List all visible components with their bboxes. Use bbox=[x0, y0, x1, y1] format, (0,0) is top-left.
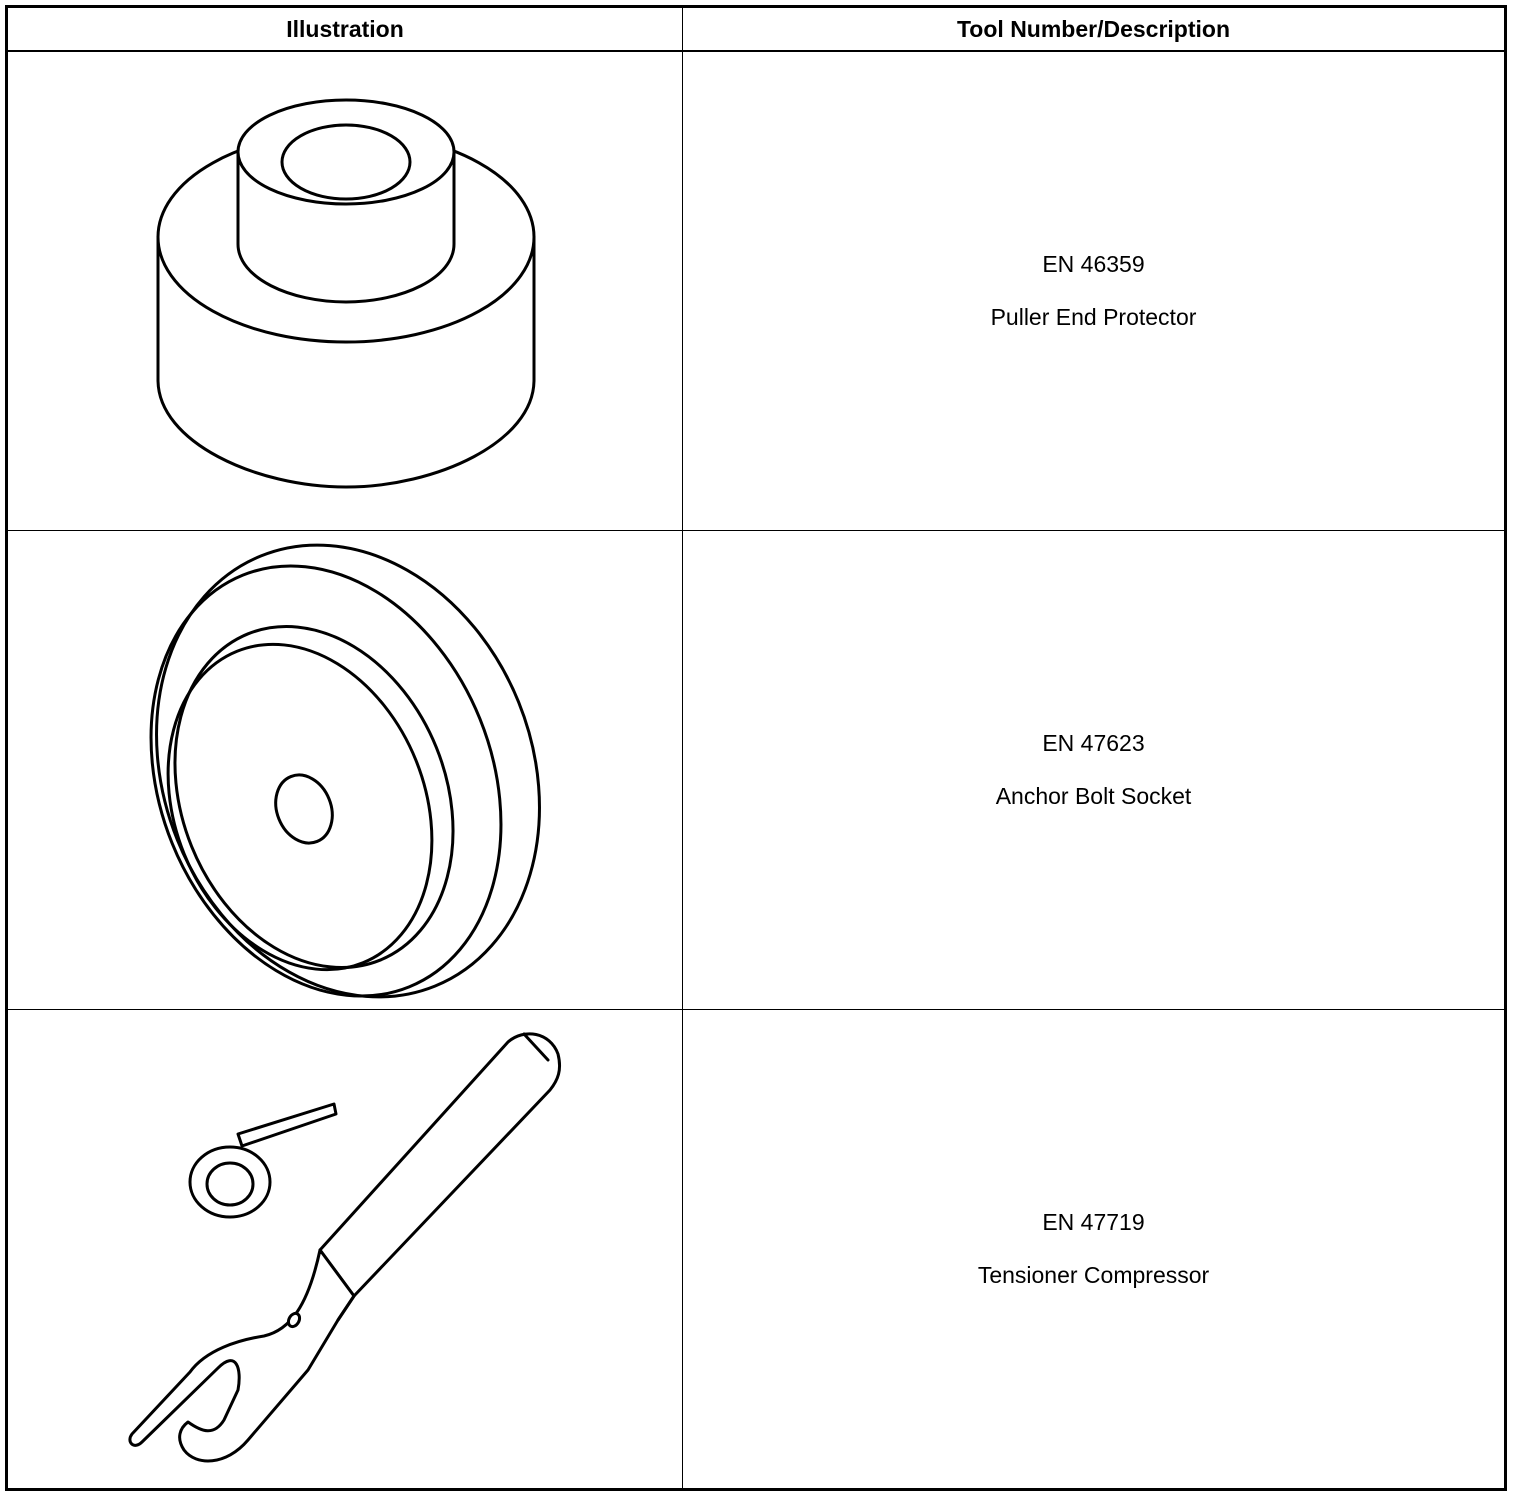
tool-name: Puller End Protector bbox=[990, 304, 1197, 330]
tool-name: Anchor Bolt Socket bbox=[995, 783, 1192, 809]
header-row bbox=[7, 7, 1506, 52]
illustration-cell bbox=[7, 1010, 683, 1490]
table-row bbox=[7, 531, 1506, 1010]
tool-description-cell bbox=[683, 531, 1506, 1010]
puller-end-protector-icon bbox=[8, 52, 684, 530]
table-row bbox=[7, 51, 1506, 531]
special-tools-table bbox=[5, 5, 1507, 1491]
illustration-cell bbox=[7, 531, 683, 1010]
tool-number: EN 47623 bbox=[1042, 730, 1145, 756]
tool-description-cell bbox=[683, 1010, 1506, 1490]
tool-name: Tensioner Compressor bbox=[977, 1262, 1210, 1288]
tool-description-cell bbox=[683, 51, 1506, 531]
tensioner-compressor-icon bbox=[8, 1010, 684, 1488]
anchor-bolt-socket-icon bbox=[8, 531, 684, 1009]
tool-number: EN 47719 bbox=[1042, 1209, 1145, 1235]
tool-description-header: Tool Number/Description bbox=[683, 7, 1506, 52]
illustration-header: Illustration bbox=[7, 7, 683, 52]
spring-clip-icon bbox=[190, 1104, 336, 1217]
illustration-cell bbox=[7, 51, 683, 531]
tool-number: EN 46359 bbox=[1042, 251, 1145, 277]
table-row bbox=[7, 1010, 1506, 1490]
